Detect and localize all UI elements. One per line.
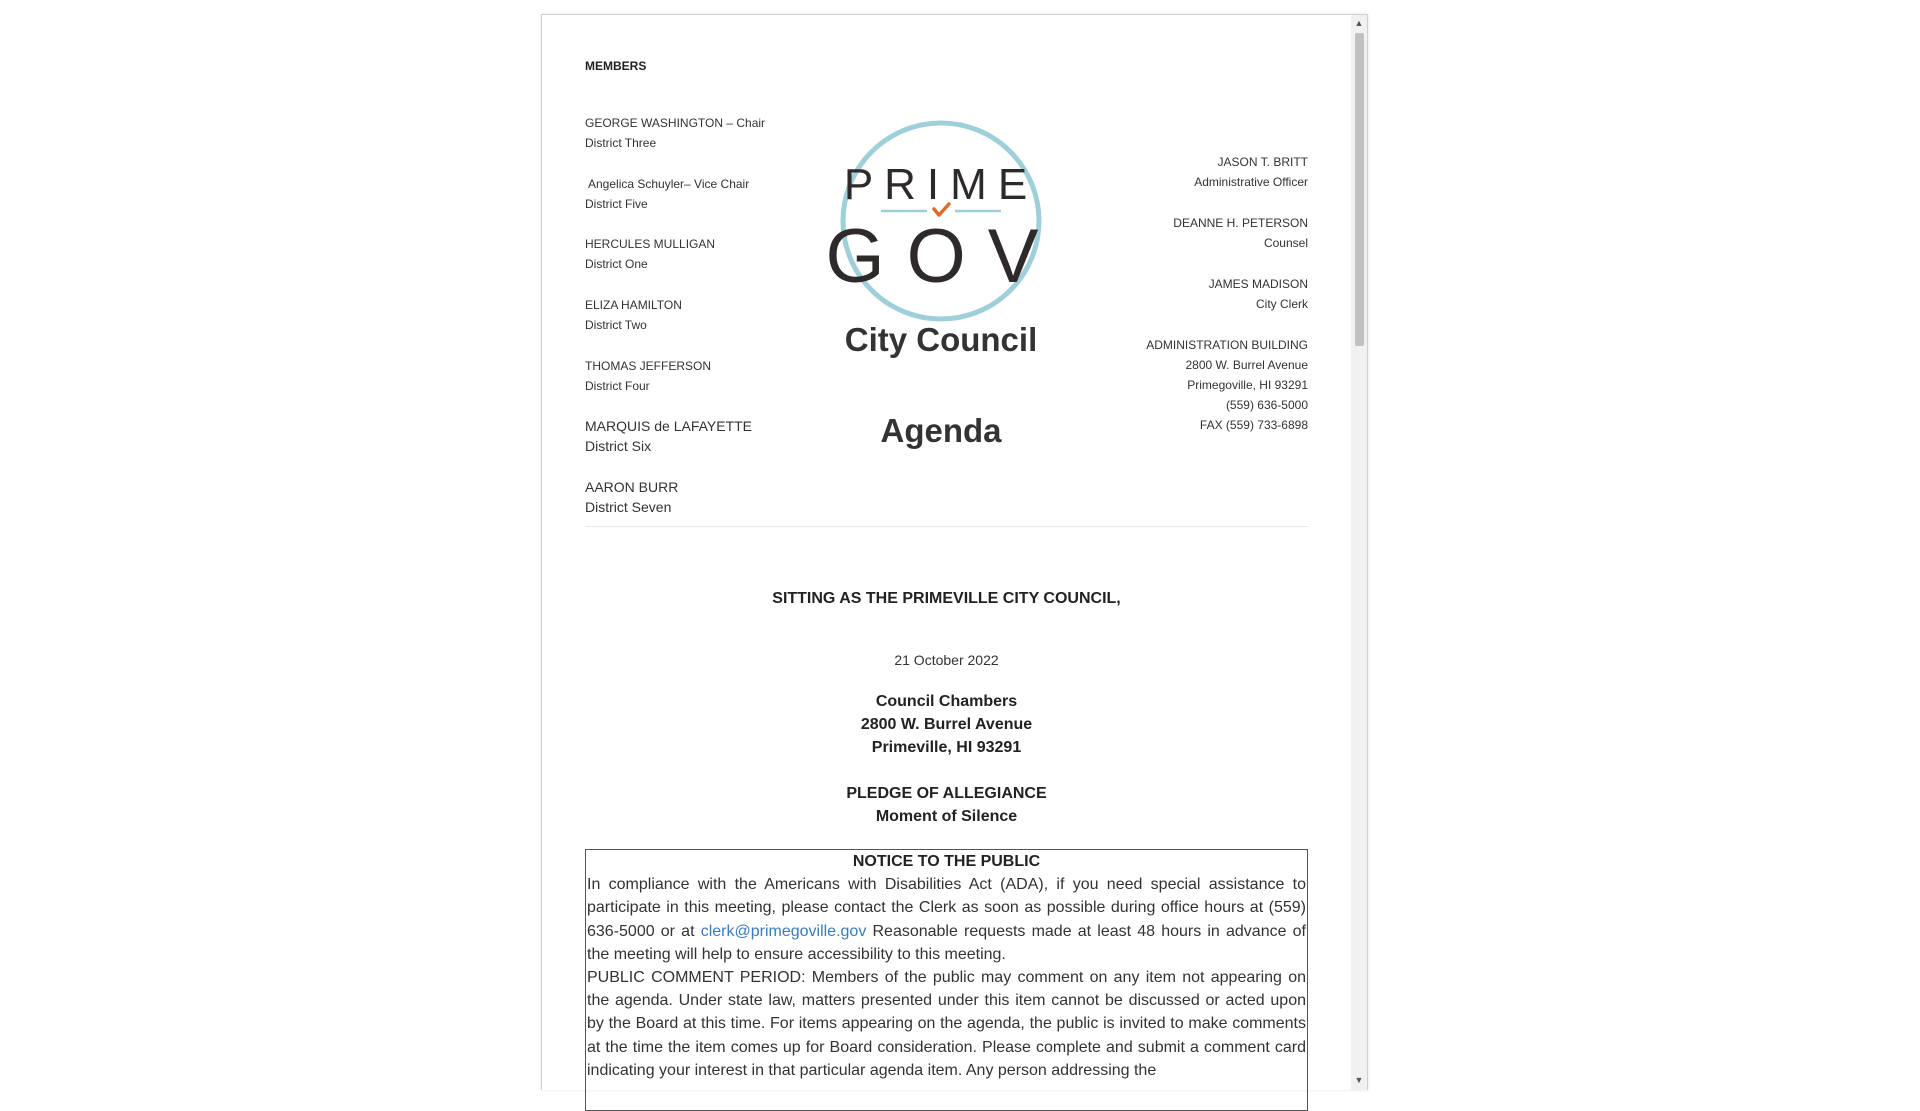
agenda-page	[585, 15, 1308, 1090]
staff-name: DEANNE H. PETERSON	[1173, 216, 1308, 230]
header-divider	[585, 526, 1308, 527]
sitting-as-heading: SITTING AS THE PRIMEVILLE CITY COUNCIL,	[772, 590, 1121, 607]
pledge-block	[585, 782, 1308, 828]
venue-street: 2800 W. Burrel Avenue	[860, 716, 1033, 733]
page-title: City Council	[844, 321, 1038, 358]
agenda-heading: Agenda	[880, 412, 1002, 449]
staff-entry	[1173, 213, 1308, 253]
staff-name: JAMES MADISON	[1208, 277, 1308, 291]
notice-to-public-box	[585, 849, 1308, 1111]
clerk-email-link[interactable]: clerk@primegoville.gov	[700, 922, 867, 940]
staff-entry	[1194, 152, 1308, 192]
staff-role: City Clerk	[1255, 297, 1308, 311]
member-district: District Five	[585, 197, 648, 211]
public-comment-paragraph: PUBLIC COMMENT PERIOD: Members of the public may comment on any item not appearing on the agenda. Under state law, matters presented under this item cannot be discussed or acted upon by the Board at this time. For items appearing on the agenda, the public is invited to make comments at the time the item comes up for Board consideration. Please complete and submit a comment card indicating your interest in that particular agenda item. Any person addressing the	[587, 969, 1306, 1079]
logo-text-gov: GOV	[825, 214, 1061, 299]
admin-fax: FAX (559) 733-6898	[1199, 418, 1308, 432]
venue-block	[585, 690, 1308, 759]
primegov-logo	[825, 119, 1061, 323]
member-district: District One	[585, 257, 648, 271]
members-heading: MEMBERS	[585, 59, 647, 73]
member-district: District Four	[585, 379, 650, 393]
ada-paragraph	[586, 873, 1307, 966]
venue-city: Primeville, HI 93291	[871, 739, 1022, 756]
member-entry	[585, 295, 682, 335]
staff-role: Counsel	[1263, 236, 1308, 250]
member-name: MARQUIS de LAFAYETTE	[585, 418, 753, 434]
member-name: THOMAS JEFFERSON	[585, 359, 712, 373]
staff-role: Administrative Officer	[1194, 175, 1308, 189]
scroll-up-icon[interactable]: ▲	[1354, 18, 1364, 28]
scrollbar-thumb[interactable]	[1355, 33, 1364, 346]
notice-title: NOTICE TO THE PUBLIC	[852, 853, 1041, 870]
member-entry	[585, 416, 752, 456]
member-entry	[585, 477, 678, 517]
admin-city: Primegoville, HI 93291	[1187, 378, 1308, 392]
member-name: GEORGE WASHINGTON – Chair	[585, 116, 766, 130]
moment-of-silence: Moment of Silence	[875, 808, 1018, 825]
member-entry	[585, 234, 715, 274]
pledge-heading: PLEDGE OF ALLEGIANCE	[846, 785, 1047, 802]
admin-heading: ADMINISTRATION BUILDING	[1146, 338, 1308, 352]
member-name: HERCULES MULLIGAN	[585, 237, 716, 251]
scroll-down-icon[interactable]: ▼	[1354, 1075, 1364, 1085]
ada-text-end: Reasonable requests made at least 48 hours in advance of the meeting will help to ensure accessibility to this meeting.	[587, 922, 1306, 963]
vertical-scrollbar[interactable]	[1351, 15, 1367, 1090]
meeting-date: 21 October 2022	[894, 652, 999, 668]
member-entry	[585, 174, 749, 214]
member-district: District Seven	[585, 499, 672, 515]
member-entry	[585, 356, 711, 396]
member-district: District Two	[585, 318, 647, 332]
ada-text-start: In compliance with the Americans with Disabilities Act (ADA), if you need special assistance to participate in this meeting, please contact the Clerk as soon as possible during office hours at (559) 636-5000 or at	[587, 876, 1306, 940]
member-district: District Six	[585, 438, 652, 454]
document-viewer	[541, 14, 1368, 1090]
member-district: District Three	[585, 136, 657, 150]
venue-name: Council Chambers	[875, 693, 1018, 710]
staff-name: JASON T. BRITT	[1217, 155, 1308, 169]
staff-entry	[1209, 274, 1308, 314]
admin-building-block	[1146, 335, 1308, 435]
admin-phone: (559) 636-5000	[1225, 398, 1308, 412]
admin-street: 2800 W. Burrel Avenue	[1185, 358, 1308, 372]
member-entry	[585, 113, 765, 153]
member-name: Angelica Schuyler– Vice Chair	[588, 177, 750, 191]
member-name: AARON BURR	[585, 479, 679, 495]
logo-text-prime: PRIME	[843, 160, 1039, 209]
member-name: ELIZA HAMILTON	[585, 298, 682, 312]
